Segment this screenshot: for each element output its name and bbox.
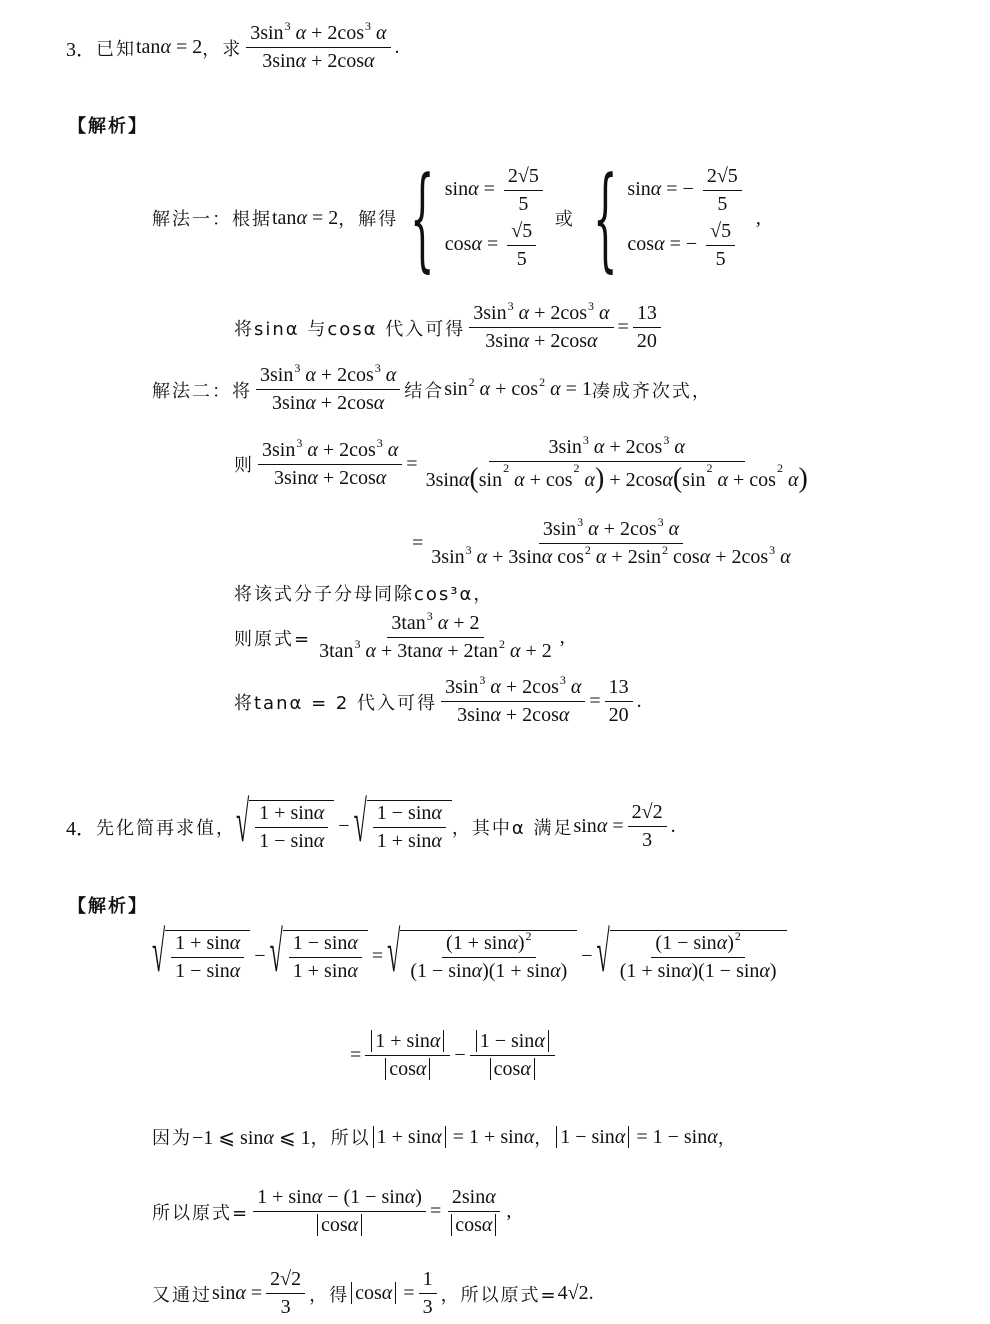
p3-target-fraction: $\frac{3\sin^3 \alpha + 2\cos^3 \alpha}{3\sin\alpha + 2\cos\alpha}$	[246, 22, 390, 73]
p4-so-label: 所以	[330, 1128, 371, 1149]
p3-solution-system-2: { sinα = − $\frac{2√5}{5}$ cosα = − $\frac{√5}{5}$	[583, 165, 746, 271]
p4-stem-text: 先化简再求值，	[96, 817, 236, 839]
p3-m2-then: 则	[234, 455, 254, 476]
p3-m2-label: 解法二：将	[152, 380, 252, 402]
p3-m2-combine2: 凑成齐次式，	[591, 380, 712, 402]
p3-m1-sub: 将sinα 与cosα 代入可得	[234, 318, 466, 340]
p4-sin-den: 3	[642, 829, 653, 851]
p3-stem-b: ，求	[202, 38, 243, 60]
p3-method1: 解法一：根据 tanα = 2 ，解得 { sinα = $\frac{2√5}{5}$ cosα = $\frac{√5}{5}$ 或 { sinα = − $\frac{2√5}{5}$ cosα = − $\frac{√5}{5}$ ,	[152, 152, 761, 284]
p3-m1-or: 或	[554, 209, 575, 230]
p4-stem: 4． 先化简再求值， √ $\frac{1 + \sin\alpha}{1 - \sin\alpha}$ − √ $\frac{1 - \sin\alpha}{1 + \sin\alpha}$ ，其中α 满足 sinα = $\frac{2√2}{3}$ .	[66, 793, 676, 856]
p4-so-orig2: ，所以原式=	[440, 1284, 558, 1306]
p3-stem: 3． 已知 tanα = 2 ，求 $\frac{3\sin^3 \alpha + 2\cos^3 \alpha}{3\sin\alpha + 2\cos\alpha}$ .	[66, 19, 400, 72]
p4-step1: √ $\frac{1 + \sin\alpha}{1 - \sin\alpha}$ − √ $\frac{1 - \sin\alpha}{1 + \sin\alpha}$ = √ $\frac{(1 + \sin\alpha)^2}{(1 - \sin\alpha)(1 + \sin\alpha)}$ − √ $\frac{(1 - \sin\alpha)^2}{(1 + \sin\alpha)(1 - \sin\alpha)}$	[152, 930, 787, 983]
p4-so-orig: 所以原式=	[152, 1202, 250, 1224]
p4-final: 又通过 sinα = $\frac{2√2}{3}$ ，得 cosα = $\frac{1}{3}$ ，所以原式= 4√2 .	[152, 1268, 594, 1318]
p4-step3: 所以原式= $\frac{1 + \sin\alpha - (1 - \sin\alpha)}{\cos\alpha}$ = $\frac{2\sin\alpha}{\cos\alpha}$ ,	[152, 1186, 512, 1236]
p3-number: 3．	[66, 39, 96, 61]
p3-analysis-label: 【解析】	[68, 116, 148, 137]
p3-m2-step1: 则 $\frac{3\sin^3 \alpha + 2\cos^3 \alpha}{3\sin\alpha + 2\cos\alpha}$ = $\frac{3\sin^3 \alpha + 2\cos^3 \alpha}{3\sin\alpha(\sin^2 \alpha + \cos^2 \alpha) + 2\cos\alpha(\sin^2 \alpha + \cos^2 \alpha)}$	[234, 433, 808, 494]
p3-m2-orig: 则原式=	[234, 628, 312, 650]
p3-m1-result: 将sinα 与cosα 代入可得 $\frac{3\sin^3 \alpha + 2\cos^3 \alpha}{3\sin\alpha + 2\cos\alpha}$ = $\frac{13}{20}$	[234, 302, 665, 353]
p3-m2-sub: 将tanα = 2 代入可得	[234, 692, 438, 714]
p3-m2-combine: 结合	[404, 380, 445, 402]
p4-because-label: 因为	[152, 1128, 192, 1149]
p4-also: 又通过	[152, 1284, 212, 1306]
p4-because: 因为 −1 ⩽ sinα ⩽ 1 ， 所以 1 + sinα = 1 + sinα ， 1 − sinα = 1 − sinα ，	[152, 1125, 738, 1149]
p3-stem-a: 已知	[96, 38, 136, 60]
p4-sin-num: 2√2	[628, 801, 667, 827]
p3-m2-divide: 将该式分子分母同除cos³α，	[234, 584, 494, 605]
p4-analysis-label: 【解析】	[68, 896, 148, 917]
p3-m2-result: 将tanα = 2 代入可得 $\frac{3\sin^3 \alpha + 2\cos^3 \alpha}{3\sin\alpha + 2\cos\alpha}$ = $\frac{13}{20}$ .	[234, 673, 642, 726]
p3-answer-fraction: $\frac{13}{20}$	[633, 302, 661, 353]
p3-tan-value: 2	[192, 36, 203, 58]
p4-number: 4．	[66, 818, 96, 840]
p4-cos-abs-fraction: $\frac{1}{3}$	[419, 1268, 437, 1319]
p4-final-answer: 4√2	[557, 1282, 589, 1304]
p3-m2-step3: 则原式= $\frac{3\tan^3 \alpha + 2}{3\tan^3 \alpha + 3\tan\alpha + 2\tan^2 \alpha + 2}$ ,	[234, 609, 565, 662]
p4-step2: = $\frac{1 + \sin\alpha}{\cos\alpha}$ − $\frac{1 - \sin\alpha}{\cos\alpha}$	[350, 1030, 559, 1081]
p4-get: ，得	[309, 1284, 350, 1306]
p3-m1-solve: ，解得	[338, 209, 399, 230]
p3-method2: 解法二：将 $\frac{3\sin^3 \alpha + 2\cos^3 \alpha}{3\sin\alpha + 2\cos\alpha}$ 结合 $\sin^2 \alpha + \cos^2 \alpha = 1$ 凑成齐次式，	[152, 361, 712, 414]
p3-solution-system-1: { sinα = $\frac{2√5}{5}$ cosα = $\frac{√5}{5}$	[400, 165, 547, 271]
p4-where: ，其中α 满足	[451, 817, 574, 839]
p3-m2-step2: = $\frac{3\sin^3 \alpha + 2\cos^3 \alpha}{3\sin^3 \alpha + 3\sin\alpha \cos^2 \alpha + 2\sin^2 \cos\alpha + 2\cos^3 \alpha}$	[412, 515, 791, 568]
p3-m1-label: 解法一：根据	[152, 209, 272, 230]
